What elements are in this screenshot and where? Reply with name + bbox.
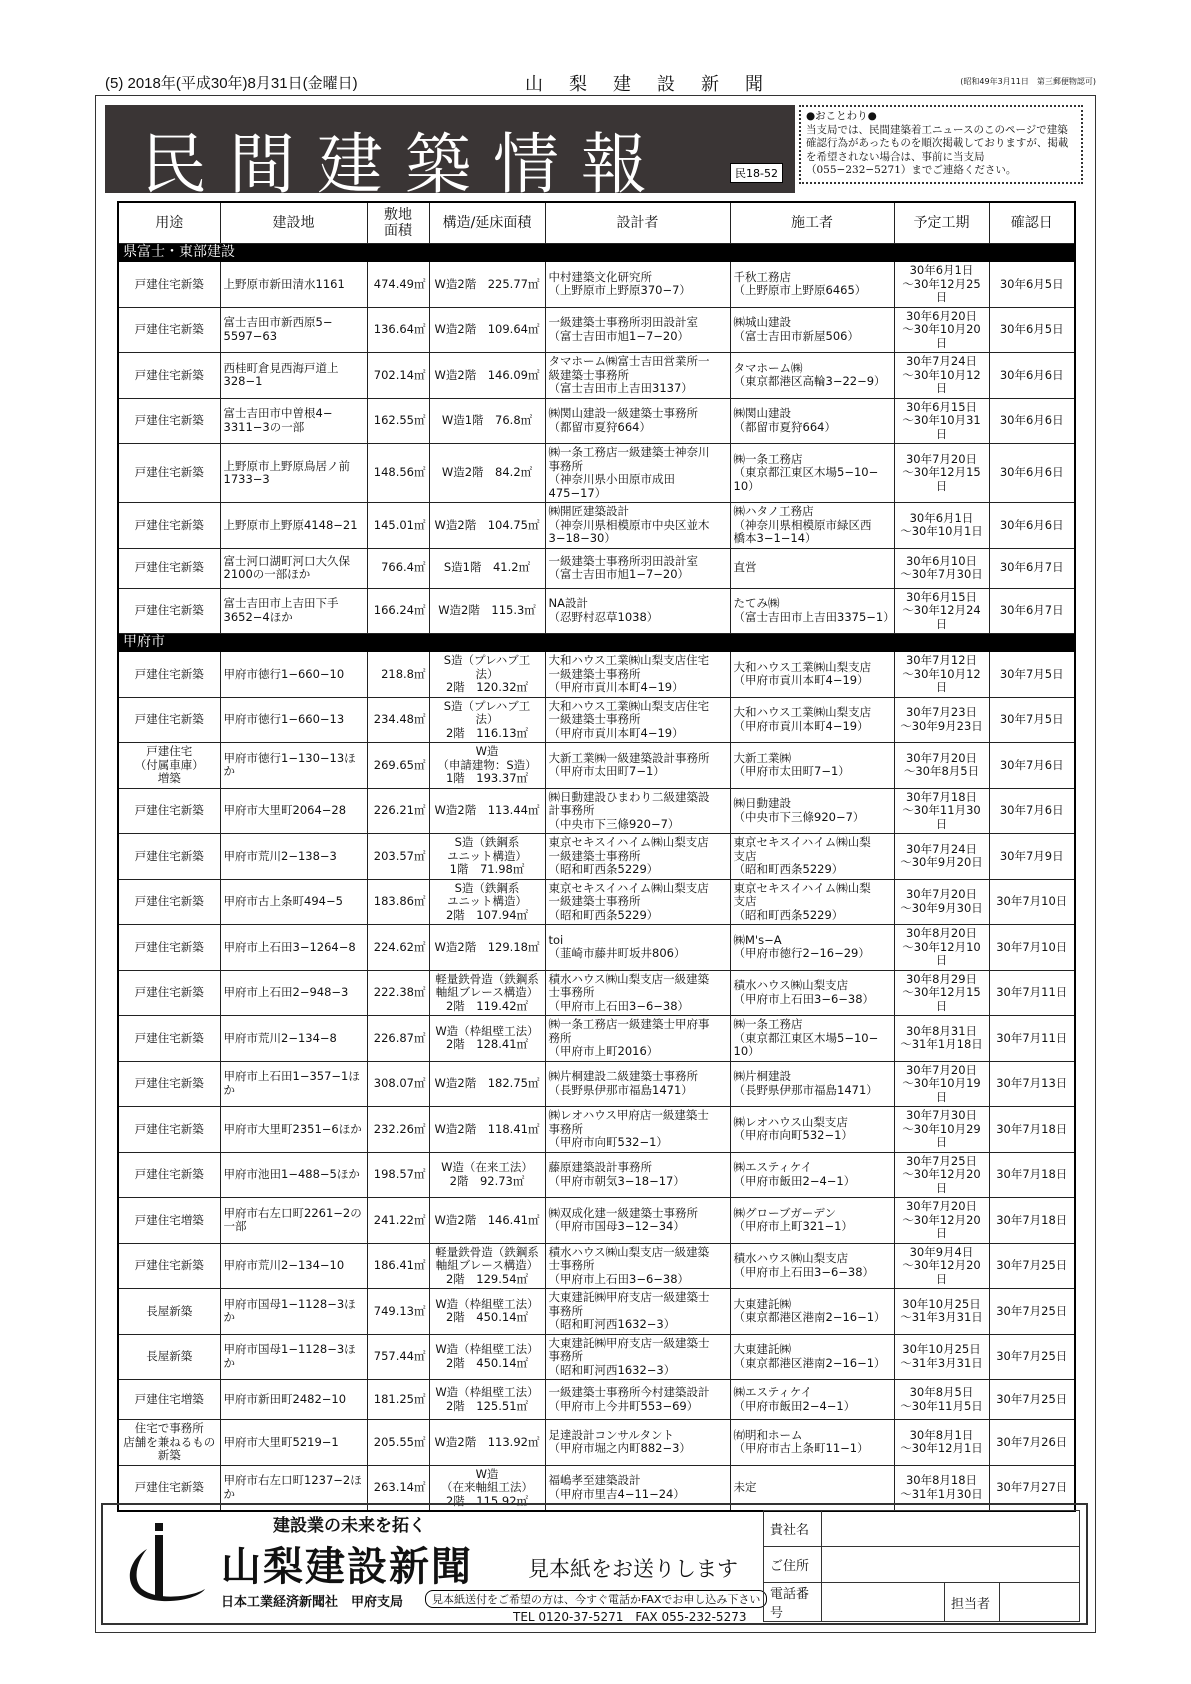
table-row bbox=[118, 1243, 1075, 1289]
cell-builder: 千秋工務店 （上野原市上野原6465） bbox=[730, 262, 894, 308]
section-name: 甲府市 bbox=[118, 634, 1075, 652]
cell-period: 30年7月20日 ～30年12月15日 bbox=[894, 444, 989, 503]
cell-site: 甲府市上石田2−948−3 bbox=[220, 970, 367, 1016]
section-title-banner bbox=[105, 105, 795, 203]
cell-lot-area: 702.14㎡ bbox=[367, 353, 429, 399]
cell-designer: ㈱片桐建設二級建築士事務所 （長野県伊那市福島1471） bbox=[545, 1061, 730, 1107]
table-header-row bbox=[118, 202, 1075, 244]
cell-confirmed: 30年6月6日 bbox=[989, 353, 1075, 399]
cell-structure: W造（枠組壁工法） 2階 128.41㎡ bbox=[429, 1016, 545, 1062]
cell-period: 30年7月20日 ～30年9月30日 bbox=[894, 879, 989, 925]
cell-period: 30年7月12日 ～30年10月12日 bbox=[894, 652, 989, 698]
cell-period: 30年7月23日 ～30年9月23日 bbox=[894, 697, 989, 743]
cell-builder: 東京セキスイハイム㈱山梨 支店 （昭和町西条5229） bbox=[730, 879, 894, 925]
cell-confirmed: 30年6月6日 bbox=[989, 444, 1075, 503]
cell-lot-area: 308.07㎡ bbox=[367, 1061, 429, 1107]
cell-site: 甲府市新田町2482−10 bbox=[220, 1380, 367, 1420]
form-label-phone: 電話番号 bbox=[764, 1583, 822, 1622]
cell-site: 甲府市荒川2−138−3 bbox=[220, 834, 367, 880]
cell-lot-area: 205.55㎡ bbox=[367, 1420, 429, 1466]
table-row bbox=[118, 1061, 1075, 1107]
cell-confirmed: 30年7月18日 bbox=[989, 1152, 1075, 1198]
section-header-row bbox=[118, 244, 1075, 262]
table-row bbox=[118, 262, 1075, 308]
cell-site: 甲府市右左口町1237−2ほ か bbox=[220, 1465, 367, 1511]
cell-builder: ㈱一条工務店 （東京都江東区木場5−10− 10） bbox=[730, 1016, 894, 1062]
cell-structure: W造2階 113.92㎡ bbox=[429, 1420, 545, 1466]
cell-builder: ㈱ハタノ工務店 （神奈川県相模原市緑区西 橋本3−1−14） bbox=[730, 503, 894, 549]
cell-period: 30年8月5日 ～30年11月5日 bbox=[894, 1380, 989, 1420]
cell-use: 住宅で事務所 店舗を兼ねるもの 新築 bbox=[118, 1420, 220, 1466]
cell-period: 30年7月25日 ～30年12月20日 bbox=[894, 1152, 989, 1198]
cell-period: 30年7月18日 ～30年11月30日 bbox=[894, 788, 989, 834]
cell-lot-area: 766.4㎡ bbox=[367, 548, 429, 588]
table-row bbox=[118, 1198, 1075, 1244]
cell-builder: 大東建託㈱ （東京都港区港南2−16−1） bbox=[730, 1334, 894, 1380]
cell-designer: ㈱関山建設一級建築士事務所 （都留市夏狩664） bbox=[545, 398, 730, 444]
cell-period: 30年7月24日 ～30年10月12日 bbox=[894, 353, 989, 399]
cell-builder: ㈱エスティケイ （甲府市飯田2−4−1） bbox=[730, 1380, 894, 1420]
table-row bbox=[118, 1380, 1075, 1420]
table-row bbox=[118, 652, 1075, 698]
cell-lot-area: 222.38㎡ bbox=[367, 970, 429, 1016]
cell-confirmed: 30年7月6日 bbox=[989, 788, 1075, 834]
cell-use: 戸建住宅新築 bbox=[118, 1061, 220, 1107]
cell-site: 富士吉田市中曽根4− 3311−3の一部 bbox=[220, 398, 367, 444]
cell-designer: ㈱開匠建築設計 （神奈川県相模原市中央区並木 3−18−30） bbox=[545, 503, 730, 549]
cell-site: 上野原市新田清水1161 bbox=[220, 262, 367, 308]
cell-builder: 東京セキスイハイム㈱山梨 支店 （昭和町西条5229） bbox=[730, 834, 894, 880]
cell-use: 戸建住宅新築 bbox=[118, 1465, 220, 1511]
cell-period: 30年8月18日 ～31年1月30日 bbox=[894, 1465, 989, 1511]
cell-structure: W造（枠組壁工法） 2階 125.51㎡ bbox=[429, 1380, 545, 1420]
cell-period: 30年6月15日 ～30年10月31日 bbox=[894, 398, 989, 444]
cell-builder: ㈱レオハウス山梨支店 （甲府市向町532−1） bbox=[730, 1107, 894, 1153]
table-row bbox=[118, 743, 1075, 789]
cell-builder: タマホーム㈱ （東京都港区高輪3−22−9） bbox=[730, 353, 894, 399]
cell-use: 戸建住宅新築 bbox=[118, 588, 220, 634]
ad-paper-name: 山梨建設新聞 bbox=[221, 1544, 473, 1590]
cell-period: 30年8月31日 ～31年1月18日 bbox=[894, 1016, 989, 1062]
ad-contact-numbers: TEL 0120-37-5271 FAX 055-232-5273 bbox=[513, 1610, 747, 1624]
cell-builder: 大和ハウス工業㈱山梨支店 （甲府市貢川本町4−19） bbox=[730, 652, 894, 698]
form-label-address: ご住所 bbox=[764, 1547, 822, 1583]
cell-structure: W造1階 76.8㎡ bbox=[429, 398, 545, 444]
cell-period: 30年7月20日 ～30年12月20日 bbox=[894, 1198, 989, 1244]
cell-lot-area: 749.13㎡ bbox=[367, 1289, 429, 1335]
col-header-confirmed: 確認日 bbox=[989, 202, 1075, 244]
table-row bbox=[118, 1016, 1075, 1062]
table-row bbox=[118, 588, 1075, 634]
cell-designer: 足達設計コンサルタント （甲府市堀之内町882−3） bbox=[545, 1420, 730, 1466]
cell-builder: 積水ハウス㈱山梨支店 （甲府市上石田3−6−38） bbox=[730, 1243, 894, 1289]
col-header-site: 建設地 bbox=[220, 202, 367, 244]
cell-use: 戸建住宅新築 bbox=[118, 398, 220, 444]
cell-lot-area: 224.62㎡ bbox=[367, 925, 429, 971]
cell-lot-area: 203.57㎡ bbox=[367, 834, 429, 880]
cell-builder: ㈱エスティケイ （甲府市飯田2−4−1） bbox=[730, 1152, 894, 1198]
cell-use: 戸建住宅新築 bbox=[118, 697, 220, 743]
cell-site: 上野原市上野原4148−21 bbox=[220, 503, 367, 549]
table-row bbox=[118, 970, 1075, 1016]
cell-structure: W造2階 115.3㎡ bbox=[429, 588, 545, 634]
cell-confirmed: 30年7月18日 bbox=[989, 1107, 1075, 1153]
cell-structure: S造1階 41.2㎡ bbox=[429, 548, 545, 588]
cell-lot-area: 263.14㎡ bbox=[367, 1465, 429, 1511]
cell-period: 30年7月24日 ～30年9月20日 bbox=[894, 834, 989, 880]
table-row bbox=[118, 879, 1075, 925]
cell-builder: ㈱グローブガーデン （甲府市上町321−1） bbox=[730, 1198, 894, 1244]
cell-builder: 大和ハウス工業㈱山梨支店 （甲府市貢川本町4−19） bbox=[730, 697, 894, 743]
cell-lot-area: 232.26㎡ bbox=[367, 1107, 429, 1153]
cell-structure: S造（プレハブ工法） 2階 116.13㎡ bbox=[429, 697, 545, 743]
cell-site: 甲府市大里町2351−6ほか bbox=[220, 1107, 367, 1153]
paper-logo-icon bbox=[117, 1519, 207, 1609]
cell-use: 戸建住宅新築 bbox=[118, 1152, 220, 1198]
form-label-company: 貴社名 bbox=[764, 1511, 822, 1547]
cell-builder: ㈱M's−A （甲府市徳行2−16−29） bbox=[730, 925, 894, 971]
cell-site: 富士河口湖町河口大久保 2100の一部ほか bbox=[220, 548, 367, 588]
cell-structure: S造（プレハブ工法） 2階 120.32㎡ bbox=[429, 652, 545, 698]
table-body bbox=[118, 244, 1075, 1512]
cell-structure: W造2階 118.41㎡ bbox=[429, 1107, 545, 1153]
table-row bbox=[118, 1152, 1075, 1198]
cell-designer: タマホーム㈱富士吉田営業所一 級建築士事務所 （富士吉田市上吉田3137） bbox=[545, 353, 730, 399]
cell-designer: 積水ハウス㈱山梨支店一級建築 士事務所 （甲府市上石田3−6−38） bbox=[545, 970, 730, 1016]
cell-structure: W造（在来工法） 2階 92.73㎡ bbox=[429, 1152, 545, 1198]
cell-site: 甲府市徳行1−130−13ほか bbox=[220, 743, 367, 789]
cell-confirmed: 30年7月13日 bbox=[989, 1061, 1075, 1107]
cell-builder: 大新工業㈱ （甲府市太田町7−1） bbox=[730, 743, 894, 789]
cell-site: 富士吉田市新西原5− 5597−63 bbox=[220, 307, 367, 353]
cell-lot-area: 241.22㎡ bbox=[367, 1198, 429, 1244]
cell-period: 30年8月29日 ～30年12月15日 bbox=[894, 970, 989, 1016]
cell-use: 戸建住宅増築 bbox=[118, 1380, 220, 1420]
cell-designer: 藤原建築設計事務所 （甲府市朝気3−18−17） bbox=[545, 1152, 730, 1198]
postal-note: (昭和49年3月11日 第三郵便物認可) bbox=[960, 77, 1096, 86]
cell-structure: W造 （申請建物：S造） 1階 193.37㎡ bbox=[429, 743, 545, 789]
request-form bbox=[763, 1510, 1080, 1622]
cell-confirmed: 30年7月5日 bbox=[989, 652, 1075, 698]
cell-use: 長屋新築 bbox=[118, 1289, 220, 1335]
cell-use: 戸建住宅新築 bbox=[118, 307, 220, 353]
cell-builder: たてみ㈱ （富士吉田市上吉田3375−1） bbox=[730, 588, 894, 634]
cell-designer: 大和ハウス工業㈱山梨支店住宅 一級建築士事務所 （甲府市貢川本町4−19） bbox=[545, 697, 730, 743]
cell-structure: W造2階 146.41㎡ bbox=[429, 1198, 545, 1244]
cell-lot-area: 757.44㎡ bbox=[367, 1334, 429, 1380]
cell-site: 甲府市古上条町494−5 bbox=[220, 879, 367, 925]
cell-site: 富士吉田市上吉田下手 3652−4ほか bbox=[220, 588, 367, 634]
col-header-lot-area: 敷地 面積 bbox=[367, 202, 429, 244]
cell-lot-area: 198.57㎡ bbox=[367, 1152, 429, 1198]
section-header-row bbox=[118, 634, 1075, 652]
table-row bbox=[118, 398, 1075, 444]
cell-period: 30年6月20日 ～30年10月20日 bbox=[894, 307, 989, 353]
form-field-phone[interactable] bbox=[822, 1583, 945, 1622]
cell-period: 30年8月1日 ～30年12月1日 bbox=[894, 1420, 989, 1466]
cell-structure: 軽量鉄骨造（鉄鋼系 軸組ブレース構造） 2階 129.54㎡ bbox=[429, 1243, 545, 1289]
table-row bbox=[118, 444, 1075, 503]
cell-lot-area: 166.24㎡ bbox=[367, 588, 429, 634]
cell-confirmed: 30年6月5日 bbox=[989, 262, 1075, 308]
cell-structure: W造2階 109.64㎡ bbox=[429, 307, 545, 353]
cell-builder: ㈱日動建設 （中央市下三條920−7） bbox=[730, 788, 894, 834]
cell-site: 甲府市池田1−488−5ほか bbox=[220, 1152, 367, 1198]
cell-use: 戸建住宅新築 bbox=[118, 652, 220, 698]
cell-site: 甲府市国母1−1128−3ほか bbox=[220, 1334, 367, 1380]
cell-period: 30年6月1日 ～30年10月1日 bbox=[894, 503, 989, 549]
cell-site: 甲府市大里町5219−1 bbox=[220, 1420, 367, 1466]
col-header-designer: 設計者 bbox=[545, 202, 730, 244]
cell-confirmed: 30年7月11日 bbox=[989, 1016, 1075, 1062]
col-header-use: 用途 bbox=[118, 202, 220, 244]
cell-builder: ㈱一条工務店 （東京都江東区木場5−10− 10） bbox=[730, 444, 894, 503]
cell-period: 30年7月20日 ～30年10月19日 bbox=[894, 1061, 989, 1107]
cell-lot-area: 136.64㎡ bbox=[367, 307, 429, 353]
table-row bbox=[118, 697, 1075, 743]
cell-use: 戸建住宅増築 bbox=[118, 1198, 220, 1244]
table-row bbox=[118, 925, 1075, 971]
cell-lot-area: 183.86㎡ bbox=[367, 879, 429, 925]
cell-use: 戸建住宅新築 bbox=[118, 970, 220, 1016]
cell-structure: W造2階 146.09㎡ bbox=[429, 353, 545, 399]
cell-site: 甲府市徳行1−660−10 bbox=[220, 652, 367, 698]
cell-period: 30年7月30日 ～30年10月29日 bbox=[894, 1107, 989, 1153]
cell-structure: S造（鉄鋼系 ユニット構造） 1階 71.98㎡ bbox=[429, 834, 545, 880]
cell-designer: 大新工業㈱一級建築設計事務所 （甲府市太田町7−1） bbox=[545, 743, 730, 789]
cell-builder: ㈱片桐建設 （長野県伊那市福島1471） bbox=[730, 1061, 894, 1107]
cell-designer: 東京セキスイハイム㈱山梨支店 一級建築士事務所 （昭和町西条5229） bbox=[545, 834, 730, 880]
cell-structure: W造2階 182.75㎡ bbox=[429, 1061, 545, 1107]
cell-use: 戸建住宅新築 bbox=[118, 503, 220, 549]
table-row bbox=[118, 1289, 1075, 1335]
cell-lot-area: 234.48㎡ bbox=[367, 697, 429, 743]
cell-designer: 大東建託㈱甲府支店一級建築士 事務所 （昭和町河西1632−3） bbox=[545, 1289, 730, 1335]
cell-designer: 一級建築士事務所今村建築設計 （甲府市上今井町553−69） bbox=[545, 1380, 730, 1420]
col-header-structure: 構造/延床面積 bbox=[429, 202, 545, 244]
cell-use: 戸建住宅新築 bbox=[118, 834, 220, 880]
cell-site: 甲府市大里町2064−28 bbox=[220, 788, 367, 834]
cell-use: 戸建住宅新築 bbox=[118, 1243, 220, 1289]
cell-lot-area: 148.56㎡ bbox=[367, 444, 429, 503]
cell-structure: W造2階 104.75㎡ bbox=[429, 503, 545, 549]
cell-period: 30年10月25日 ～31年3月31日 bbox=[894, 1334, 989, 1380]
cell-confirmed: 30年7月9日 bbox=[989, 834, 1075, 880]
cell-confirmed: 30年7月25日 bbox=[989, 1289, 1075, 1335]
cell-lot-area: 186.41㎡ bbox=[367, 1243, 429, 1289]
ad-sample-offer: 見本紙をお送りします bbox=[528, 1557, 738, 1581]
cell-structure: W造（枠組壁工法） 2階 450.14㎡ bbox=[429, 1289, 545, 1335]
issue-date: (5) 2018年(平成30年)8月31日(金曜日) bbox=[105, 75, 358, 92]
cell-designer: 大和ハウス工業㈱山梨支店住宅 一級建築士事務所 （甲府市貢川本町4−19） bbox=[545, 652, 730, 698]
table-row bbox=[118, 307, 1075, 353]
cell-designer: toi （韮崎市藤井町坂井806） bbox=[545, 925, 730, 971]
cell-confirmed: 30年7月26日 bbox=[989, 1420, 1075, 1466]
cell-structure: S造（鉄鋼系 ユニット構造） 2階 107.94㎡ bbox=[429, 879, 545, 925]
cell-builder: 未定 bbox=[730, 1465, 894, 1511]
form-label-contact: 担当者 bbox=[945, 1583, 1000, 1622]
subscription-ad bbox=[101, 1503, 1088, 1625]
cell-confirmed: 30年7月25日 bbox=[989, 1243, 1075, 1289]
cell-structure: W造2階 225.77㎡ bbox=[429, 262, 545, 308]
cell-confirmed: 30年7月27日 bbox=[989, 1465, 1075, 1511]
col-header-period: 予定工期 bbox=[894, 202, 989, 244]
paper-name: 山梨建設新聞 bbox=[525, 74, 789, 95]
cell-designer: ㈱一条工務店一級建築士甲府事 務所 （甲府市上町2016） bbox=[545, 1016, 730, 1062]
cell-site: 甲府市右左口町2261−2の 一部 bbox=[220, 1198, 367, 1244]
cell-designer: ㈱日動建設ひまわり二級建築設 計事務所 （中央市下三條920−7） bbox=[545, 788, 730, 834]
cell-use: 戸建住宅新築 bbox=[118, 1107, 220, 1153]
cell-period: 30年7月20日 ～30年8月5日 bbox=[894, 743, 989, 789]
cell-site: 甲府市国母1−1128−3ほか bbox=[220, 1289, 367, 1335]
cell-lot-area: 145.01㎡ bbox=[367, 503, 429, 549]
cell-designer: ㈱レオハウス甲府店一級建築士 事務所 （甲府市向町532−1） bbox=[545, 1107, 730, 1153]
cell-use: 戸建住宅新築 bbox=[118, 353, 220, 399]
table-row bbox=[118, 788, 1075, 834]
cell-confirmed: 30年6月6日 bbox=[989, 503, 1075, 549]
cell-use: 戸建住宅新築 bbox=[118, 788, 220, 834]
cell-period: 30年6月1日 ～30年12月25日 bbox=[894, 262, 989, 308]
cell-structure: W造 （在来軸組工法） 2階 115.92㎡ bbox=[429, 1465, 545, 1511]
col-header-builder: 施工者 bbox=[730, 202, 894, 244]
cell-confirmed: 30年7月11日 bbox=[989, 970, 1075, 1016]
cell-designer: 積水ハウス㈱山梨支店一級建築 士事務所 （甲府市上石田3−6−38） bbox=[545, 1243, 730, 1289]
cell-confirmed: 30年7月6日 bbox=[989, 743, 1075, 789]
cell-builder: ㈱城山建設 （富士吉田市新屋506） bbox=[730, 307, 894, 353]
cell-period: 30年9月4日 ～30年12月20日 bbox=[894, 1243, 989, 1289]
ad-slogan: 建設業の未来を拓く bbox=[273, 1516, 426, 1536]
cell-structure: W造2階 84.2㎡ bbox=[429, 444, 545, 503]
section-name: 県富士・東部建設 bbox=[118, 244, 1075, 262]
cell-designer: 福嶋孝至建築設計 （甲府市里吉4−11−24） bbox=[545, 1465, 730, 1511]
cell-use: 戸建住宅新築 bbox=[118, 548, 220, 588]
cell-use: 戸建住宅新築 bbox=[118, 879, 220, 925]
cell-lot-area: 226.21㎡ bbox=[367, 788, 429, 834]
form-field-address[interactable] bbox=[822, 1547, 1080, 1583]
cell-use: 戸建住宅 （付属車庫） 増築 bbox=[118, 743, 220, 789]
cell-designer: 大東建託㈱甲府支店一級建築士 事務所 （昭和町河西1632−3） bbox=[545, 1334, 730, 1380]
cell-use: 戸建住宅新築 bbox=[118, 444, 220, 503]
cell-builder: ㈲明和ホーム （甲府市古上条町11−1） bbox=[730, 1420, 894, 1466]
cell-designer: 一級建築士事務所羽田設計室 （富士吉田市旭1−7−20） bbox=[545, 548, 730, 588]
cell-structure: W造2階 113.44㎡ bbox=[429, 788, 545, 834]
cell-confirmed: 30年7月5日 bbox=[989, 697, 1075, 743]
cell-designer: ㈱一条工務店一級建築士神奈川 事務所 （神奈川県小田原市成田475−17） bbox=[545, 444, 730, 503]
cell-confirmed: 30年7月25日 bbox=[989, 1380, 1075, 1420]
cell-period: 30年10月25日 ～31年3月31日 bbox=[894, 1289, 989, 1335]
cell-confirmed: 30年7月18日 bbox=[989, 1198, 1075, 1244]
cell-lot-area: 218.8㎡ bbox=[367, 652, 429, 698]
cell-lot-area: 226.87㎡ bbox=[367, 1016, 429, 1062]
cell-lot-area: 162.55㎡ bbox=[367, 398, 429, 444]
table-row bbox=[118, 1107, 1075, 1153]
cell-confirmed: 30年7月10日 bbox=[989, 879, 1075, 925]
ad-call-to-action: 見本紙送付をご希望の方は、今すぐ電話かFAXでお申し込み下さい bbox=[425, 1590, 767, 1608]
cell-designer: 東京セキスイハイム㈱山梨支店 一級建築士事務所 （昭和町西条5229） bbox=[545, 879, 730, 925]
cell-builder: 直営 bbox=[730, 548, 894, 588]
cell-period: 30年8月20日 ～30年12月10日 bbox=[894, 925, 989, 971]
cell-designer: ㈱双成化建一級建築士事務所 （甲府市国母3−12−34） bbox=[545, 1198, 730, 1244]
cell-use: 戸建住宅新築 bbox=[118, 262, 220, 308]
masthead bbox=[105, 72, 1096, 94]
cell-site: 甲府市荒川2−134−8 bbox=[220, 1016, 367, 1062]
cell-builder: 積水ハウス㈱山梨支店 （甲府市上石田3−6−38） bbox=[730, 970, 894, 1016]
cell-confirmed: 30年7月25日 bbox=[989, 1334, 1075, 1380]
cell-structure: 軽量鉄骨造（鉄鋼系 軸組ブレース構造） 2階 119.42㎡ bbox=[429, 970, 545, 1016]
cell-structure: W造（枠組壁工法） 2階 450.14㎡ bbox=[429, 1334, 545, 1380]
cell-use: 戸建住宅新築 bbox=[118, 925, 220, 971]
cell-lot-area: 181.25㎡ bbox=[367, 1380, 429, 1420]
table-row bbox=[118, 548, 1075, 588]
cell-site: 西桂町倉見西海戸道上 328−1 bbox=[220, 353, 367, 399]
section-code-badge: 民18-52 bbox=[730, 163, 783, 183]
cell-confirmed: 30年6月7日 bbox=[989, 588, 1075, 634]
notice-box: ●おことわり● 当支局では、民間建築着工ニュースのこのページで建築確認行為があったものを順次掲載しておりますが、掲載を希望されない場合は、事前に当支局（055−232−5271）までご連絡ください。 bbox=[799, 105, 1083, 184]
table-row bbox=[118, 1420, 1075, 1466]
cell-site: 甲府市上石田3−1264−8 bbox=[220, 925, 367, 971]
cell-confirmed: 30年6月6日 bbox=[989, 398, 1075, 444]
cell-designer: 中村建築文化研究所 （上野原市上野原370−7） bbox=[545, 262, 730, 308]
cell-site: 甲府市徳行1−660−13 bbox=[220, 697, 367, 743]
cell-structure: W造2階 129.18㎡ bbox=[429, 925, 545, 971]
cell-builder: ㈱関山建設 （都留市夏狩664） bbox=[730, 398, 894, 444]
table-row bbox=[118, 834, 1075, 880]
cell-use: 長屋新築 bbox=[118, 1334, 220, 1380]
cell-site: 甲府市荒川2−134−10 bbox=[220, 1243, 367, 1289]
cell-designer: 一級建築士事務所羽田設計室 （富士吉田市旭1−7−20） bbox=[545, 307, 730, 353]
cell-site: 上野原市上野原鳥居ノ前 1733−3 bbox=[220, 444, 367, 503]
cell-lot-area: 269.65㎡ bbox=[367, 743, 429, 789]
table-row bbox=[118, 503, 1075, 549]
cell-lot-area: 474.49㎡ bbox=[367, 262, 429, 308]
section-title: 民間建築情報 bbox=[141, 126, 669, 203]
ad-company: 日本工業経済新聞社 甲府支局 bbox=[221, 1595, 404, 1610]
form-field-contact[interactable] bbox=[1000, 1583, 1080, 1622]
cell-use: 戸建住宅新築 bbox=[118, 1016, 220, 1062]
table-row bbox=[118, 1334, 1075, 1380]
cell-period: 30年6月10日 ～30年7月30日 bbox=[894, 548, 989, 588]
cell-confirmed: 30年6月7日 bbox=[989, 548, 1075, 588]
cell-confirmed: 30年6月5日 bbox=[989, 307, 1075, 353]
building-info-table bbox=[117, 201, 1076, 1512]
cell-confirmed: 30年7月10日 bbox=[989, 925, 1075, 971]
cell-designer: NA設計 （忍野村忍草1038） bbox=[545, 588, 730, 634]
cell-site: 甲府市上石田1−357−1ほ か bbox=[220, 1061, 367, 1107]
form-field-company[interactable] bbox=[822, 1511, 1080, 1547]
cell-builder: 大東建託㈱ （東京都港区港南2−16−1） bbox=[730, 1289, 894, 1335]
cell-period: 30年6月15日 ～30年12月24日 bbox=[894, 588, 989, 634]
table-row bbox=[118, 353, 1075, 399]
